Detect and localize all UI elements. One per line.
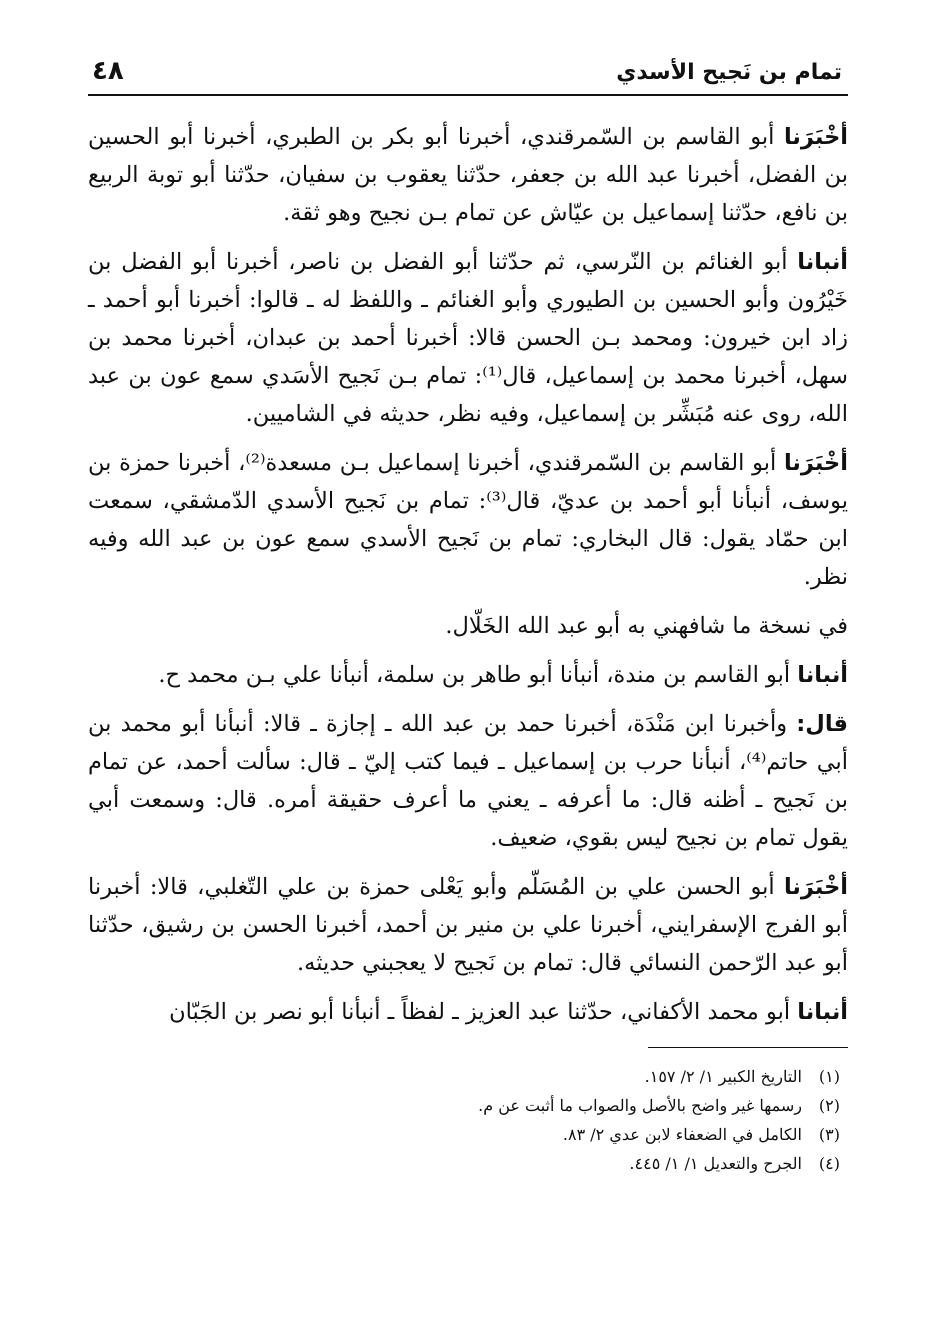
footnote-3 [88,1120,840,1149]
paragraph-lead: أنبانا [797,662,848,688]
paragraph-text: أبو القاسم بن السّمرقندي، أخبرنا أبو بكر بن الطبري، أخبرنا أبو الحسين بن الفضل، أخبرنا عبد الله بن جعفر، حدّثنا يعقوب بن سفيان، حدّثنا أبو توبة الربيع بن نافع، حدّثنا إسماعيل بن عيّاش عن تمام بـن نجيح وهو ثقة. [88,124,848,226]
page-header [88,50,848,96]
paragraph-lead: أنبانا [797,999,848,1025]
paragraph-7 [88,868,848,982]
footnote-text: الجرح والتعديل ١/ ١/ ٤٤٥. [629,1154,802,1173]
footnote-4 [88,1149,840,1178]
footnotes [88,1062,840,1178]
paragraph-lead: أنبانا [797,249,848,275]
main-text [88,118,848,1031]
paragraph-5 [88,656,848,694]
footnote-number: (٤) [818,1154,840,1173]
paragraph-2 [88,243,848,433]
paragraph-text: أبو الحسن علي بن المُسَلّم وأبو يَعْلى حمزة بن علي التّغلبي، قالا: أخبرنا أبو الفرج الإسفرايني، أخبرنا علي بن منير بن أحمد، أخبرنا الحسن بن رشيق، حدّثنا أبو عبد الرّحمن النسائي قال: تمام بن نَجيح لا يعجبني حديثه. [88,874,848,976]
paragraph-lead: قال: [796,711,848,737]
footnote-separator [648,1047,848,1048]
paragraph-text: أبو محمد الأكفاني، حدّثنا عبد العزيز ـ لفظاً ـ أنبأنا أبو نصر بن الجَبّان [169,999,798,1025]
running-title: تمام بن نَجيح الأسدي [616,60,842,85]
footnote-1 [88,1062,840,1091]
footnote-text: رسمها غير واضح بالأصل والصواب ما أثبت عن م. [478,1096,802,1115]
footnote-number: (٣) [818,1125,840,1144]
document-page [88,50,848,1300]
paragraph-lead: أخْبَرَنا [783,124,848,150]
footnote-number: (١) [818,1067,840,1086]
footnote-text: الكامل في الضعفاء لابن عدي ٢/ ٨٣. [562,1125,802,1144]
footnote-number: (٢) [818,1096,840,1115]
paragraph-8 [88,993,848,1031]
paragraph-4 [88,607,848,645]
paragraph-6 [88,705,848,857]
paragraph-lead: أخْبَرَنا [783,450,848,476]
footnote-2 [88,1091,840,1120]
footnote-text: التاريخ الكبير ١/ ٢/ ١٥٧. [644,1067,802,1086]
page-number: ٤٨ [92,56,124,86]
paragraph-1 [88,118,848,232]
paragraph-text: وأخبرنا ابن مَنْدَة، أخبرنا حمد بن عبد الله ـ إجازة ـ قالا: أنبأنا أبو محمد بن أبي حاتم⁽⁴⁾، أنبأنا حرب بن إسماعيل ـ فيما كتب إليّ ـ قال: سألت أحمد، عن تمام بن نَجيح ـ أظنه قال: ما أعرفه ـ يعني ما أعرف حقيقة أمره. قال: وسمعت أبي يقول تمام بن نجيح ليس بقوي، ضعيف. [88,711,848,851]
paragraph-text: أبو القاسم بن مندة، أنبأنا أبو طاهر بن سلمة، أنبأنا علي بـن محمد ح. [158,662,798,688]
paragraph-3 [88,444,848,596]
paragraph-text: في نسخة ما شافهني به أبو عبد الله الخَلّال. [445,613,848,639]
paragraph-text: أبو القاسم بن السّمرقندي، أخبرنا إسماعيل بـن مسعدة⁽²⁾، أخبرنا حمزة بن يوسف، أنبأنا أبو أحمد بن عديّ، قال⁽³⁾: تمام بن نَجيح الأسدي الدّمشقي، سمعت ابن حمّاد يقول: قال البخاري: تمام بن نَجيح الأسدي سمع عون بن عبد الله وفيه نظر. [88,450,848,590]
paragraph-lead: أخْبَرَنا [783,874,848,900]
paragraph-text: أبو الغنائم بن النّرسي، ثم حدّثنا أبو الفضل بن ناصر، أخبرنا أبو الفضل بن خَيْرُون وأبو الحسين بن الطيوري وأبو الغنائم ـ واللفظ له ـ قالوا: أخبرنا أبو أحمد ـ زاد ابن خيرون: ومحمد بـن الحسن قالا: أخبرنا أحمد بن عبدان، أخبرنا محمد بن سهل، أخبرنا محمد بن إسماعيل، قال⁽¹⁾: تمام بـن نَجيح الأسَدي سمع عون بن عبد الله، روى عنه مُبَشِّر بن إسماعيل، وفيه نظر، حديثه في الشاميين. [88,249,848,427]
